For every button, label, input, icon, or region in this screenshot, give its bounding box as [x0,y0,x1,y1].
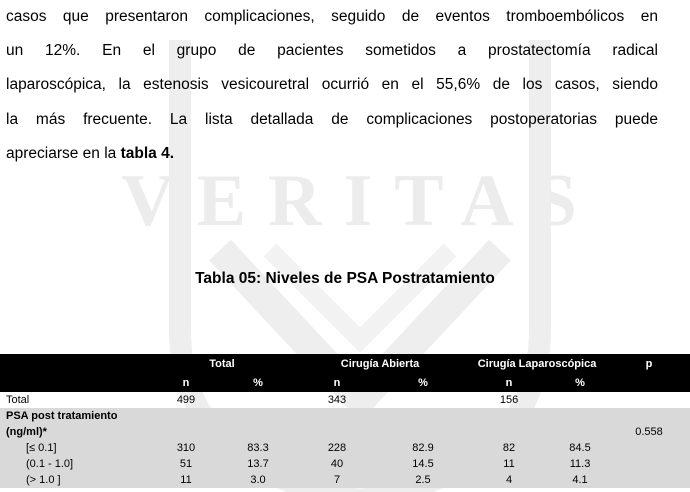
cell: 13.7 [222,456,294,472]
cell: 7 [294,472,380,488]
row-label: (0.1 - 1.0] [0,456,150,472]
paragraph-line: un 12%. En el grupo de pacientes sometidos a prostatectomía radical [6,42,658,60]
subheader-pct: % [380,373,466,392]
psa-table [0,354,690,488]
body-paragraph [6,0,658,171]
cell: 40 [294,456,380,472]
col-group-open: Cirugía Abierta [294,354,466,373]
cell: 2.5 [380,472,466,488]
cell: 343 [327,394,347,406]
cell: 499 [176,394,196,406]
table-reference: tabla 4. [120,144,175,162]
table-row [0,456,690,472]
section-unit: (ng/ml)* [0,424,150,440]
col-p: p [608,354,690,373]
col-group-laparoscopic: Cirugía Laparoscópica [466,354,608,373]
table-subheader-row [0,373,690,392]
paragraph-line-last [6,137,658,171]
subheader-pct: % [552,373,608,392]
subheader-n: n [150,373,222,392]
cell: 4 [466,472,552,488]
cell: 4.1 [552,472,608,488]
cell: 14.5 [380,456,466,472]
table-row [0,440,690,456]
subheader-n: n [294,373,380,392]
paragraph-line: la más frecuente. La lista detallada de complicaciones postoperatorias puede [6,110,658,128]
cell: 3.0 [222,472,294,488]
cell: 228 [294,440,380,456]
p-value: 0.558 [608,424,690,440]
table-section-row [0,408,690,424]
paragraph-text: apreciarse en la [6,144,121,162]
row-label: [≤ 0.1] [0,440,150,456]
subheader-n: n [466,373,552,392]
watermark-text: VERITAS [121,160,599,242]
cell: 84.5 [552,440,608,456]
row-label: Total [6,394,30,406]
table-row [0,472,690,488]
cell: 83.3 [222,440,294,456]
section-label: PSA post tratamiento [0,408,150,424]
paragraph-line: laparoscópica, la estenosis vesicouretral ocurrió en el 55,6% de los casos, siendo [6,76,658,94]
cell: 82 [466,440,552,456]
paragraph-line: casos que presentaron complicaciones, seguido de eventos tromboembólicos en [6,8,658,25]
table-header-row [0,354,690,373]
row-label: (> 1.0 ] [0,472,150,488]
table-caption: Tabla 05: Niveles de PSA Postratamiento [195,270,495,287]
col-group-total: Total [150,354,294,373]
cell: 310 [150,440,222,456]
cell: 156 [499,394,519,406]
cell: 11 [466,456,552,472]
subheader-pct: % [222,373,294,392]
cell: 11.3 [552,456,608,472]
cell: 82.9 [380,440,466,456]
table-section-row [0,424,690,440]
table-row-total [0,392,690,408]
cell: 11 [150,472,222,488]
cell: 51 [150,456,222,472]
